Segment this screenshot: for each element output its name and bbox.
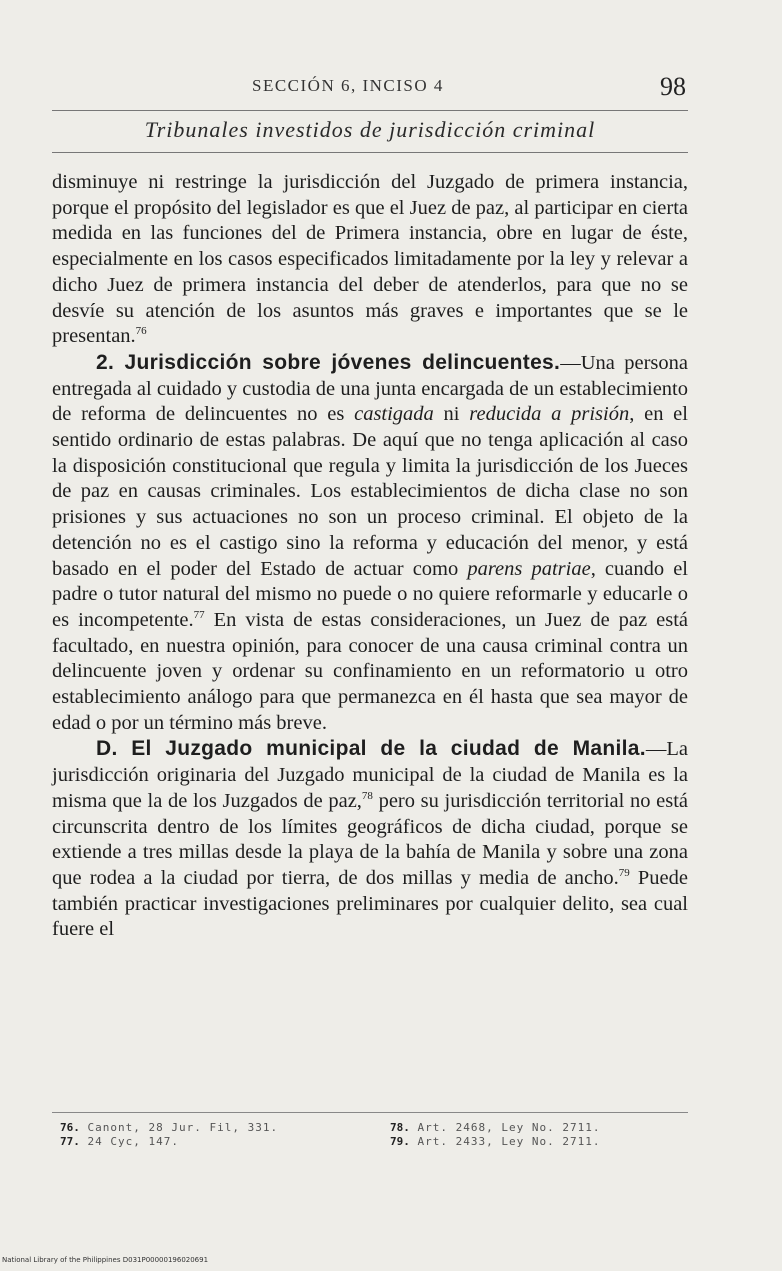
page-header [52,72,692,106]
footnote-ref-77: 77 [193,609,205,622]
header-rule [52,110,688,111]
page-number: 98 [660,72,686,101]
body-text [52,170,688,943]
footnote-79: 79. Art. 2433, Ley No. 2711. [390,1135,601,1148]
footnote-rule [52,1112,688,1113]
footnotes-right-column [390,1121,690,1149]
footnote-76: 76. Canont, 28 Jur. Fil, 331. [60,1121,279,1134]
italic-parens-patriae: parens patriae [467,557,591,580]
subtitle-rule [52,152,688,153]
footnote-ref-79: 79 [618,867,630,880]
library-watermark: National Library of the Philippines D031P00000196020691 [2,1256,209,1264]
section-2-heading: 2. Jurisdicción sobre jóvenes delincuentes. [96,350,561,374]
italic-reducida: reducida a prisión [469,403,630,426]
footnote-77: 77. 24 Cyc, 147. [60,1135,179,1148]
footnote-ref-78: 78 [361,790,373,803]
footnotes-left-column [60,1121,360,1149]
section-d-heading: D. El Juzgado municipal de la ciudad de Manila. [96,737,646,761]
italic-castigada: castigada [354,403,434,426]
paragraph-continuation: disminuye ni restringe la jurisdicción del Juzgado de primera instancia, porque el propósito del legislador es que el Juez de paz, al participar en cierta medida en las funciones del de Primera instancia, obre en lugar de éste, especialmente en los casos especificados limitadamente por la ley y relevar a dicho Juez de primera instancia del deber de atenderlos, para que no se desvíe su atención de los asuntos más graves e importantes que se le presentan.$^{76}$ [52,171,688,348]
page-subtitle: Tribunales investidos de jurisdicción criminal [144,117,596,142]
section-d-paragraph: D. El Juzgado municipal de la ciudad de Manila.—La jurisdicción originaria del Juzgado municipal de la ciudad de Manila es la misma que la de los Juzgados de paz,$^{78}$ pero su jurisdicción territorial no está circunscrita dentro de los límites geográficos de dicha ciudad, porque se extiende a tres millas desde la playa de la bahía de Manila y sobre una zona que rodea a la ciudad por tierra, de dos millas y media de ancho.$^{79}$ Puede también practicar investigaciones preliminares por cualquier delito, sea cual fuere el [52,737,689,941]
footnote-ref-76: 76 [135,325,147,338]
section-2-paragraph: 2. Jurisdicción sobre jóvenes delincuentes.—Una persona entregada al cuidado y custodia de una junta encargada de un establecimiento de reforma de delincuentes no es castigada ni reducida a prisión, en el sentido ordinario de estas palabras. De aquí que no tenga aplicación al caso la disposición constitucional que regula y limita la jurisdicción de los Jueces de paz en causas criminales. Los establecimientos de dicha clase no son prisiones y sus actuaciones no son un proceso criminal. El objeto de la detención no es el castigo sino la reforma y educación del menor, y está basado en el poder del Estado de actuar como parens patriae, cuando el padre o tutor natural del mismo no puede o no quiere reformarle y educarle o es incompetente.$^{77}$ En vista de estas consideraciones, un Juez de paz está facultado, en nuestra opinión, para conocer de una causa criminal contra un delincuente joven y ordenar su confinamiento en un reformatorio u otro establecimiento análogo para que permanezca en él hasta que sea mayor de edad o por un término más breve. [52,350,688,734]
footnote-78: 78. Art. 2468, Ley No. 2711. [390,1121,601,1134]
running-head: SECCIÓN 6, INCISO 4 [252,76,444,95]
